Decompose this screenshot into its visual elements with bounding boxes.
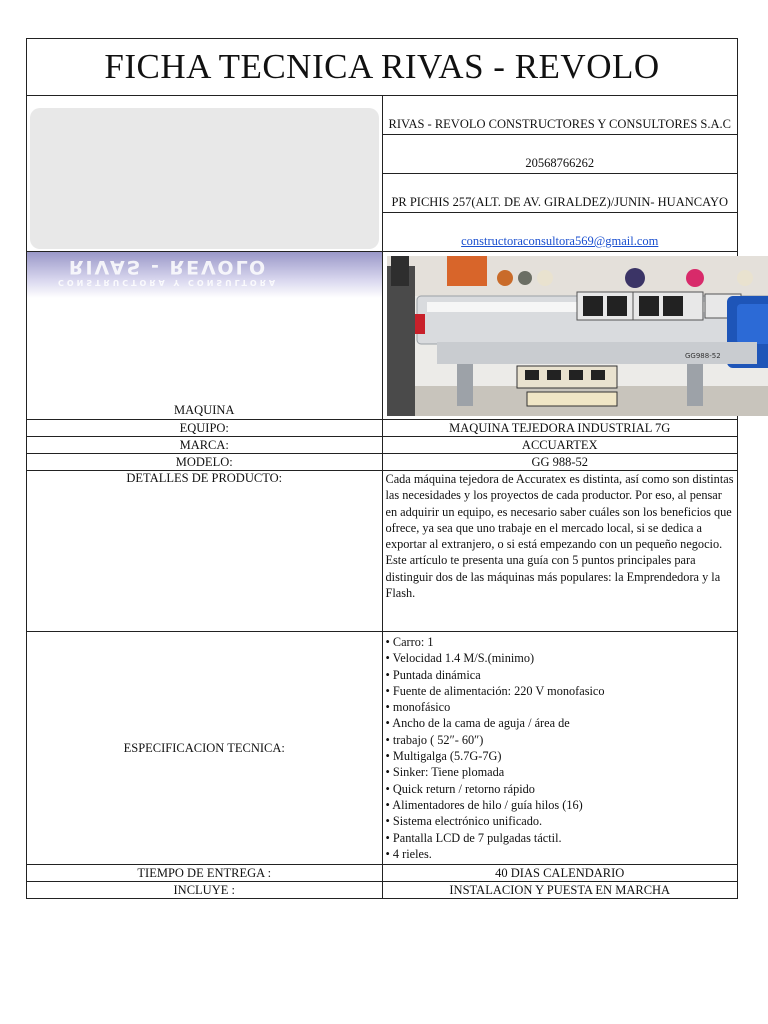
tiempo-label: TIEMPO DE ENTREGA : [27,865,383,882]
equipo-value: MAQUINA TEJEDORA INDUSTRIAL 7G [382,420,738,437]
spec-item: • Fuente de alimentación: 220 V monofasico [386,683,735,699]
sheet-table [26,38,738,899]
company-email-cell [382,213,738,252]
incluye-value: INSTALACION Y PUESTA EN MARCHA [382,882,738,899]
spec-list [386,634,735,862]
sheet-title: FICHA TECNICA RIVAS - REVOLO [27,39,738,96]
spec-item: • trabajo ( 52″- 60″) [386,732,735,748]
logo-placeholder [30,108,379,249]
company-ruc: 20568766262 [382,135,738,174]
machine-model-plate: GG988-52 [684,351,721,360]
marca-value: ACCUARTEX [382,437,738,454]
spec-item: • Carro: 1 [386,634,735,650]
spec-item: • monofásico [386,699,735,715]
detalles-label: DETALLES DE PRODUCTO: [27,471,383,632]
knitting-machine-photo [387,256,768,416]
watermark-banner [27,252,382,298]
spec-item: • Sinker: Tiene plomada [386,764,735,780]
company-name: RIVAS - REVOLO CONSTRUCTORES Y CONSULTORES S.A.C [382,96,738,135]
company-email-link[interactable]: constructoraconsultora569@gmail.com [461,234,659,248]
modelo-value: GG 988-52 [382,454,738,471]
logo-cell [27,96,383,252]
spec-item: • Multigalga (5.7G-7G) [386,748,735,764]
tiempo-value: 40 DIAS CALENDARIO [382,865,738,882]
spec-item: • 4 rieles. [386,846,735,862]
detalles-value: Cada máquina tejedora de Accuratex es distinta, así como son distintas las necesidades y los proyectos de cada productor. Por eso, al pensar en adquirir un equipo, es necesario saber cuáles son los beneficios que ofrece, ya sea que uno trabaje en el mercado local, si se dedica a exportar al extranjero, o si está empezando con un pequeño negocio. Este artículo te presenta una guía con 5 puntos principales para distinguir dos de las máquinas más populares: la Emprendedora y la Flash. [382,471,738,632]
spec-item: • Puntada dinámica [386,667,735,683]
technical-sheet [26,38,738,899]
machine-photo-cell [382,252,738,420]
equipo-label: EQUIPO: [27,420,383,437]
spec-item: • Ancho de la cama de aguja / área de [386,715,735,731]
machine-label-cell [27,252,383,420]
spec-item: • Quick return / retorno rápido [386,781,735,797]
spec-item: • Alimentadores de hilo / guía hilos (16) [386,797,735,813]
especificacion-label: ESPECIFICACION TECNICA: [27,632,383,865]
spec-item: • Velocidad 1.4 M/S.(minimo) [386,650,735,666]
especificacion-value [382,632,738,865]
watermark-text: CONSTRUCTORA Y CONSULTORA RIVAS - REVOLO [57,256,279,287]
company-address: PR PICHIS 257(ALT. DE AV. GIRALDEZ)/JUNIN- HUANCAYO [382,174,738,213]
incluye-label: INCLUYE : [27,882,383,899]
spec-item: • Sistema electrónico unificado. [386,813,735,829]
marca-label: MARCA: [27,437,383,454]
modelo-label: MODELO: [27,454,383,471]
spec-item: • Pantalla LCD de 7 pulgadas táctil. [386,830,735,846]
machine-label: MAQUINA [174,403,235,417]
